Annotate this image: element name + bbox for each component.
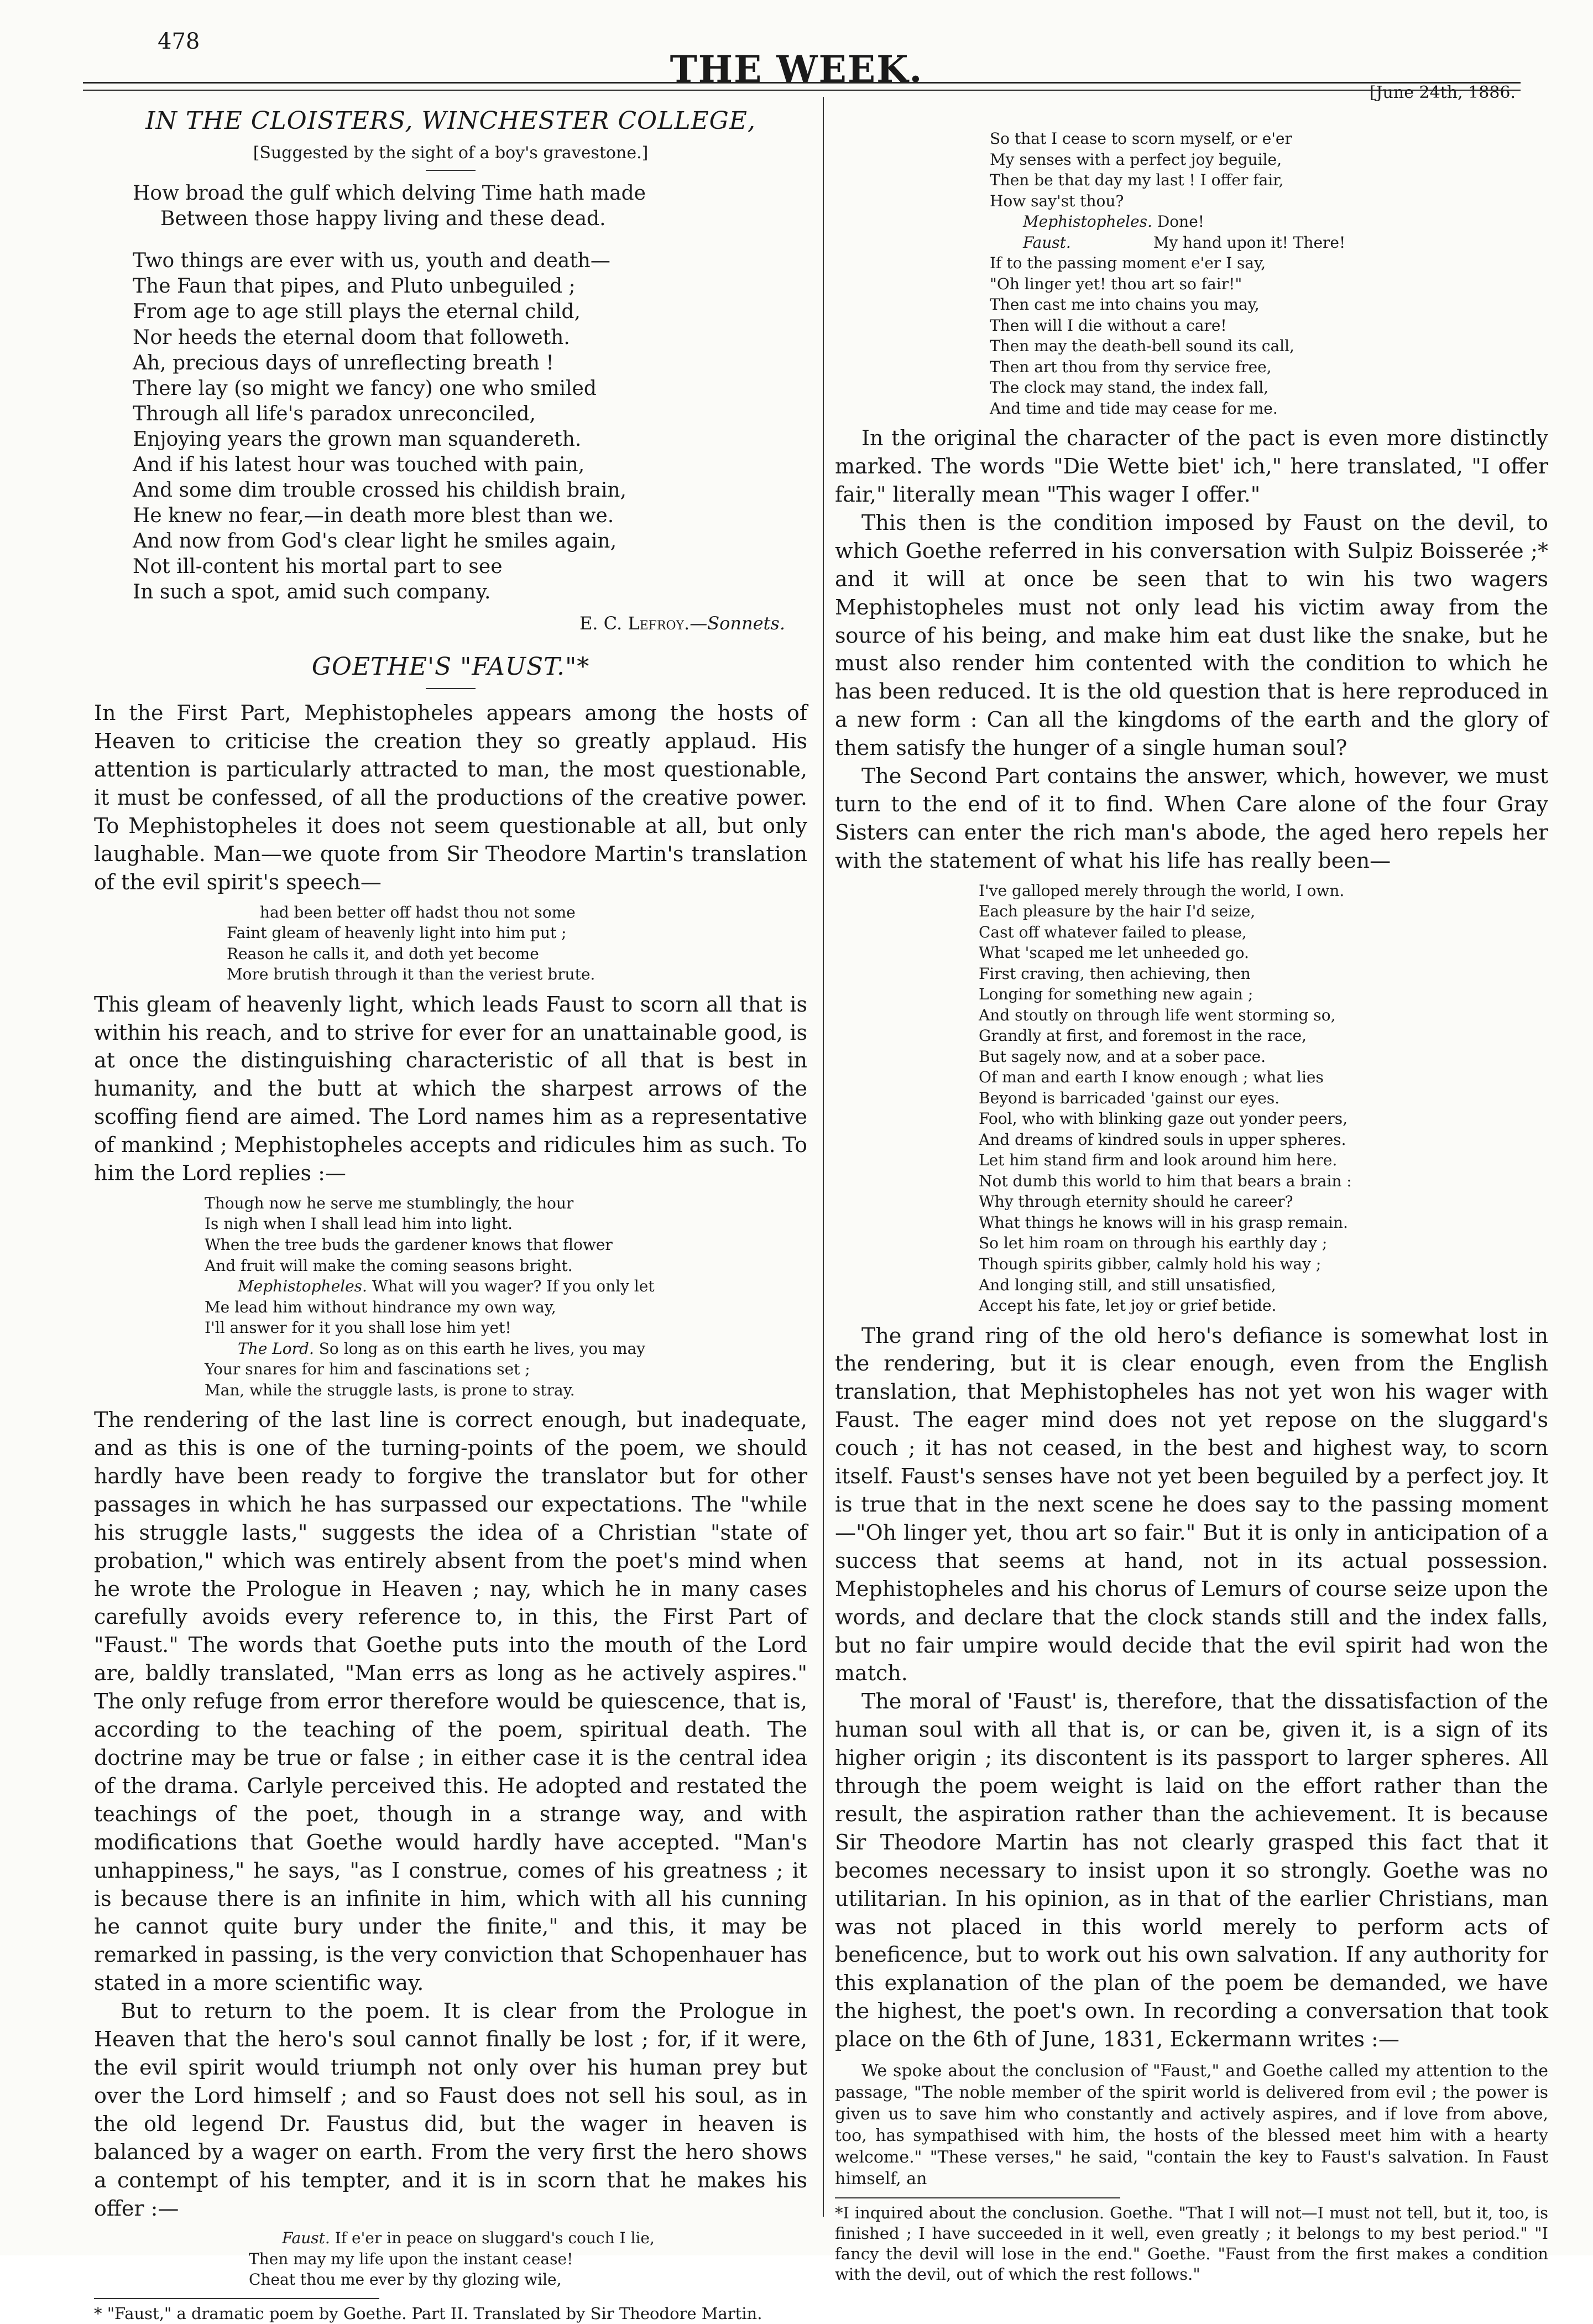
verse-line: I'll answer for it you shall lose him yet!	[205, 1319, 511, 1337]
verse-line: Accept his fate, let joy or grief betide.	[979, 1296, 1277, 1315]
quote-verse	[205, 1193, 807, 1400]
verse-line: He knew no fear,—in death more blest than we.	[133, 504, 614, 528]
masthead-rule	[83, 82, 1521, 84]
article-paragraph: In the original the character of the pact is even more distinctly marked. The words "Die Wette biet' ich," here translated, "I offer fair," literally mean "This wager I offer."	[835, 426, 1548, 507]
speaker-name: Mephistopheles.	[1023, 212, 1152, 231]
article-paragraph: This gleam of heavenly light, which leads Faust to scorn all that is within his reach, and to strive for ever for an unattainable good, is at once the distinguishing characteristic of all that is best in humanity, and the butt at which the sharpest arrows of the scoffing fiend are aimed. The Lord names him as a representative of mankind ; Mephistopheles accepts and ridicules him as such. To him the Lord replies :—	[94, 992, 807, 1186]
verse-line: And some dim trouble crossed his childish brain,	[133, 479, 626, 502]
verse-line: Though now he serve me stumblingly, the hour	[205, 1194, 574, 1212]
left-column	[94, 105, 807, 2324]
divider	[426, 170, 476, 171]
verse-line: Not ill-content his mortal part to see	[133, 555, 503, 579]
verse-line: Though spirits gibber, calmly hold his way ;	[979, 1255, 1322, 1273]
verse-line: Beyond is barricaded 'gainst our eyes.	[979, 1088, 1280, 1107]
speaker-name: Faust.	[282, 2229, 330, 2248]
verse-line: But sagely now, and at a sober pace.	[979, 1047, 1266, 1066]
verse-line: There lay (so might we fancy) one who smiled	[133, 377, 597, 400]
verse-line: And stoutly on through life went storming so,	[979, 1005, 1336, 1024]
verse-line: The clock may stand, the index fall,	[990, 378, 1269, 397]
quote-verse	[990, 128, 1548, 419]
verse-line	[990, 211, 1548, 232]
verse-line: Nor heeds the eternal doom that followeth.	[133, 326, 570, 349]
verse-line: Two things are ever with us, youth and death—	[133, 249, 610, 273]
footnote-rule	[94, 2298, 379, 2299]
article-paragraph: The Second Part contains the answer, which, however, we must turn to the end of it to find. When Care alone of the four Gray Sisters can enter the rich man's abode, the aged hero repels her with the statement of what his life has really been—	[835, 764, 1548, 873]
verse-line	[990, 232, 1548, 253]
article-paragraph: The grand ring of the old hero's defiance is somewhat lost in the rendering, but it is clear enough, even from the English translation, that Mephistopheles has not yet won his wager with Faust. The eager mind does not yet repose on the sluggard's couch ; it has not ceased, in the best and highest way, to scorn itself. Faust's senses have not yet been beguiled by a perfect joy. It is true that in the next scene he does say to the passing moment—"Oh linger yet, thou art so fair." But it is only in anticipation of a success that seems at hand, not in its actual possession. Mephistopheles and his chorus of Lemurs of course seize upon the words, and declare that the clock stands still and the index falls, but no fair umpire would decide that the evil spirit had won the match.	[835, 1323, 1548, 1686]
verse-line: My senses with a perfect joy beguile,	[990, 150, 1282, 169]
article-paragraph: But to return to the poem. It is clear from the Prologue in Heaven that the hero's soul cannot finally be lost ; for, if it were, the evil spirit would triumph not only over his human prey but over the Lord himself ; and so Faust does not sell his soul, as in the old legend Dr. Faustus did, but the wager in heaven is balanced by a wager on earth. From the very first the hero shows a contempt of his tempter, and it is in scorn that he makes his offer :—	[94, 1999, 807, 2221]
verse-line: Then cast me into chains you may,	[990, 295, 1260, 314]
footnote: *I inquired about the conclusion. Goethe. "That I will not—I must not tell, but it, too, is finished ; I have succeeded in it well, even greatly ; it belongs to my best period." "I fancy the devil will lose in the end." Goethe. "Faust from the first makes a condition with the devil, out of which the rest follows."	[835, 2203, 1548, 2284]
poem-attribution	[94, 612, 785, 635]
verse-line: In such a spot, amid such company.	[133, 581, 491, 604]
poem-source: —Sonnets.	[690, 613, 785, 634]
poem-title: IN THE CLOISTERS, WINCHESTER COLLEGE,	[145, 107, 756, 135]
verse-line: Cast off whatever failed to please,	[979, 923, 1247, 941]
footnote-rule	[835, 2197, 1120, 2198]
issue-date: [June 24th, 1886.	[1369, 83, 1516, 102]
verse-line: The Faun that pipes, and Pluto unbeguiled ;	[133, 275, 576, 298]
column-divider	[823, 97, 824, 2217]
verse-line: And if his latest hour was touched with pain,	[133, 453, 585, 476]
article-paragraph: In the First Part, Mephistopheles appears among the hosts of Heaven to criticise the creation they so greatly applaud. His attention is particularly attracted to man, the most questionable, it must be confessed, of all the productions of the creative power. To Mephistopheles it does not seem questionable at all, but only laughable. Man—we quote from Sir Theodore Martin's translation of the evil spirit's speech—	[94, 701, 807, 894]
verse-line: Why through eternity should he career?	[979, 1192, 1293, 1211]
verse-line	[205, 1276, 807, 1297]
quote-verse	[227, 902, 807, 985]
verse-line: So let him roam on through his earthly day ;	[979, 1234, 1328, 1253]
verse-line: So that I cease to scorn myself, or e'er	[990, 129, 1292, 148]
verse-line: Cheat thou me ever by thy glozing wile,	[249, 2270, 562, 2289]
masthead-rule-thin	[83, 90, 1521, 91]
verse-line: Then may the death-bell sound its call,	[990, 337, 1294, 356]
article-paragraph: The moral of 'Faust' is, therefore, that the dissatisfaction of the human soul with all that is, or can be, given it, is a sign of its higher origin ; its discontent is its passport to larger spheres. All through the poem weight is laid on the effort rather than the result, the aspiration rather than the achievement. It is because Sir Theodore Martin has not clearly grasped this fact that it becomes necessary to insist upon it so strongly. Goethe was no utilitarian. In his opinion, as in that of the earlier Christians, man was not placed in this world merely to perform acts of beneficence, but to work out his own salvation. If any authority for this explanation of the plan of the poem be demanded, we have the highest, the poet's own. In recording a conversation that took place on the 6th of June, 1831, Eckermann writes :—	[835, 1689, 1548, 2052]
verse-line: From age to age still plays the eternal child,	[133, 300, 581, 324]
verse-line: Me lead him without hindrance my own way,	[205, 1298, 556, 1316]
footnote: * "Faust," a dramatic poem by Goethe. Part II. Translated by Sir Theodore Martin.	[94, 2304, 762, 2323]
verse-line: Not dumb this world to him that bears a brain :	[979, 1171, 1352, 1190]
verse-line: More brutish through it than the veriest brute.	[227, 965, 596, 984]
poem-subtitle: [Suggested by the sight of a boy's gravestone.]	[253, 143, 649, 163]
masthead-title: THE WEEK.	[670, 48, 923, 91]
verse-line: "Oh linger yet! thou art so fair!"	[990, 274, 1242, 293]
verse-line: Through all life's paradox unreconciled,	[133, 402, 536, 425]
verse-text: My hand upon it! There!	[1153, 233, 1346, 252]
verse-line: Grandly at first, and foremost in the race,	[979, 1026, 1307, 1045]
speaker-name: Mephistopheles.	[238, 1277, 367, 1296]
verse-line: And time and tide may cease for me.	[990, 399, 1278, 418]
article-paragraph: The rendering of the last line is correct enough, but inadequate, and as this is one of the turning-points of the poem, we should hardly have been ready to forgive the translator but for other passages in which he has surpassed our expectations. The "while his struggle lasts," suggests the idea of a Christian "state of probation," which was entirely absent from the poet's mind when he wrote the Prologue in Heaven ; nay, which he in many cases carefully avoids every reference to, in this, the First Part of "Faust." The words that Goethe puts into the mouth of the Lord are, baldly translated, "Man errs as long as he actively aspires." The only refuge from error therefore would be quiescence, that is, according to the teaching of the poem, spiritual death. The doctrine may be true or false ; in either case it is the central idea of the drama. Carlyle perceived this. He adopted and restated the teachings of the poet, though in a strange way, and with modifications that Goethe would hardly have accepted. "Man's unhappiness," he says, "as I construe, comes of his greatness ; it is because there is an infinite in him, which with all his cunning he cannot quite bury under the finite," and this, it may be remarked in passing, is the very conviction that Schopenhauer has stated in a more scientific way.	[94, 1408, 807, 1995]
verse-line: I've galloped merely through the world, I own.	[979, 881, 1345, 900]
verse-line: had been better off hadst thou not some	[260, 903, 576, 921]
verse-line: Each pleasure by the hair I'd seize,	[979, 902, 1256, 921]
speaker-name: Faust.	[1023, 233, 1071, 252]
verse-text: Done!	[1157, 212, 1205, 231]
article-title: GOETHE'S "FAUST."*	[311, 653, 590, 681]
verse-line: Man, while the struggle lasts, is prone to stray.	[205, 1380, 575, 1399]
verse-line: First craving, then achieving, then	[979, 964, 1251, 983]
verse-line: Fool, who with blinking gaze out yonder peers,	[979, 1109, 1347, 1128]
verse-line: Of man and earth I know enough ; what lies	[979, 1068, 1324, 1087]
verse-line: Ah, precious days of unreflecting breath !	[133, 351, 554, 374]
verse-line: When the tree buds the gardener knows that flower	[205, 1236, 613, 1254]
verse-line: Then will I die without a care!	[990, 316, 1227, 335]
poem-author: E. C. Lefroy.	[579, 613, 690, 634]
poem-stanza-2	[133, 248, 807, 605]
verse-text: So long as on this earth he lives, you may	[318, 1339, 646, 1358]
verse-line: And dreams of kindred souls in upper spheres.	[979, 1130, 1346, 1149]
verse-line: Faint gleam of heavenly light into him put ;	[227, 924, 567, 942]
verse-line: Let him stand firm and look around him here.	[979, 1151, 1338, 1170]
quote-verse	[249, 2228, 807, 2290]
right-column	[835, 128, 1548, 2285]
quote-verse	[979, 880, 1548, 1316]
verse-line: Between those happy living and these dead.	[160, 207, 606, 231]
verse-line: And now from God's clear light he smiles again,	[133, 530, 617, 553]
verse-line: What things he knows will in his grasp remain.	[979, 1213, 1348, 1232]
article-paragraph: This then is the condition imposed by Faust on the devil, to which Goethe referred in his conversation with Sulpiz Boisserée ;* and it will at once be seen that to win his two wagers Mephistopheles must not only lead his victim away from the source of his being, and make him eat dust like the snake, but he must also render him contented with the condition to which he has been reduced. It is the old question that is here reproduced in a new form : Can all the kingdoms of the earth and the glory of them satisfy the hunger of a single human soul?	[835, 510, 1548, 760]
verse-line	[249, 2228, 807, 2249]
speaker-name: The Lord.	[238, 1339, 314, 1358]
verse-line: And fruit will make the coming seasons bright.	[205, 1256, 573, 1275]
verse-line: How say'st thou?	[990, 191, 1124, 210]
verse-line: Reason he calls it, and doth yet become	[227, 944, 539, 963]
divider	[426, 688, 476, 689]
verse-line: Your snares for him and fascinations set ;	[205, 1360, 530, 1379]
verse-line: Then be that day my last ! I offer fair,	[990, 171, 1284, 190]
verse-line: Then art thou from thy service free,	[990, 357, 1272, 376]
verse-text: If e'er in peace on sluggard's couch I lie,	[335, 2229, 655, 2248]
verse-line: Enjoying years the grown man squandereth.	[133, 428, 582, 451]
verse-line: How broad the gulf which delving Time hath made	[133, 182, 646, 205]
poem-stanza-1	[133, 181, 807, 232]
verse-line: Is nigh when I shall lead him into light.	[205, 1215, 513, 1233]
verse-line: And longing still, and still unsatisfied,	[979, 1275, 1276, 1294]
verse-line: If to the passing moment e'er I say,	[990, 254, 1266, 273]
verse-text: What will you wager? If you only let	[372, 1277, 655, 1296]
verse-line: Then may my life upon the instant cease!	[249, 2249, 573, 2268]
page-number: 478	[158, 29, 200, 54]
verse-line: What 'scaped me let unheeded go.	[979, 944, 1249, 962]
block-quote: We spoke about the conclusion of "Faust," and Goethe called my attention to the passage, "The noble member of the spirit world is delivered from evil ; the power is given us to save him who constantly and actively aspires, and if love from above, too, has sympathised with him, the hosts of the blessed meet him with a hearty welcome." "These verses," he said, "contain the key to Faust's salvation. In Faust himself, an	[835, 2061, 1548, 2189]
verse-line	[205, 1338, 807, 1359]
verse-line: Longing for something new again ;	[979, 985, 1253, 1004]
